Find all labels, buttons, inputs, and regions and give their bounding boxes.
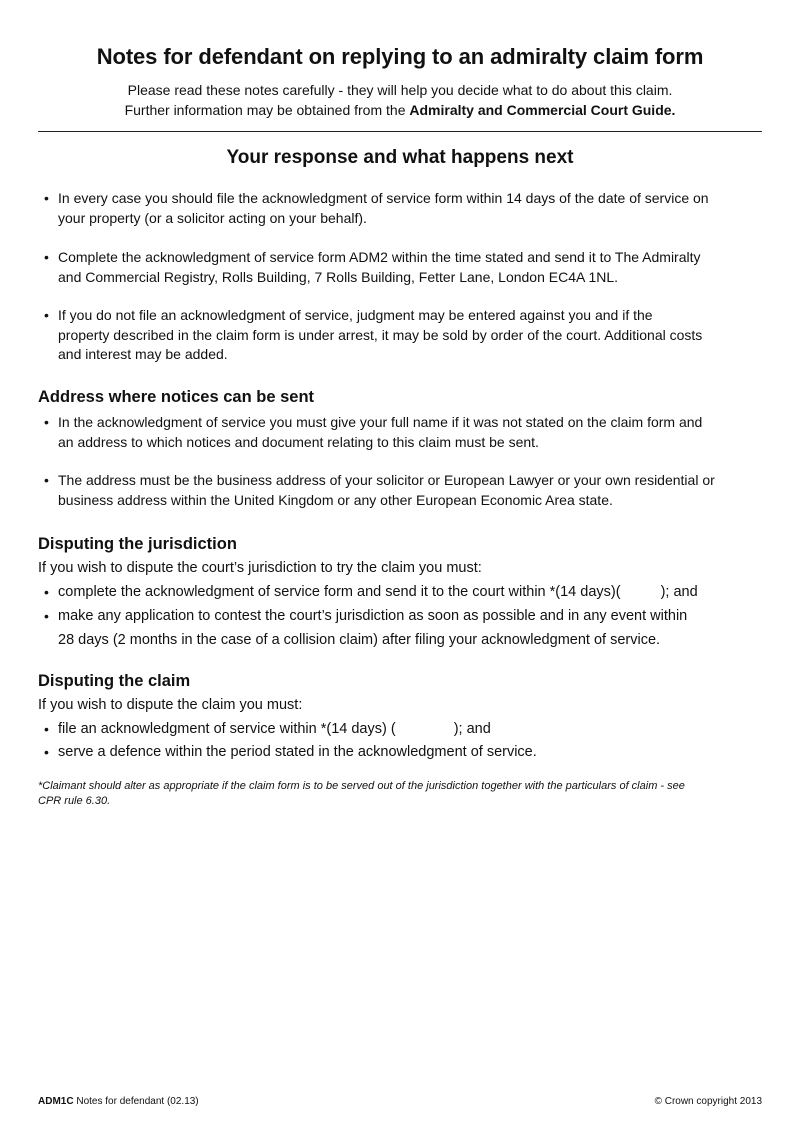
- bullet-line: make any application to contest the court’s jurisdiction as soon as possible and in any event within: [58, 608, 688, 624]
- bullet-line: property described in the claim form is under arrest, it may be sold by order of the court. Additional costs: [58, 326, 703, 343]
- footnote-line: *Claimant should alter as appropriate if the claim form is to be served out of the jurisdiction together with the particulars of claim - see: [38, 780, 685, 792]
- bullet-line: an address to which notices and document relating to this claim must be sent.: [58, 433, 539, 450]
- bullet-line: and Commercial Registry, Rolls Building, 7 Rolls Building, Fetter Lane, London EC4A 1NL.: [58, 268, 619, 285]
- bullet-line: serve a defence within the period stated in the acknowledgment of service.: [58, 744, 537, 760]
- bullet-dot: •: [44, 249, 49, 265]
- form-description: Notes for defendant (02.13): [73, 1096, 199, 1107]
- bullet-line: business address within the United Kingdom or any other European Economic Area state.: [58, 491, 613, 508]
- bullet-dot: •: [44, 721, 49, 737]
- subtitle-line-1: Please read these notes carefully - they will help you decide what to do about this claim.: [127, 82, 673, 98]
- form-code: ADM1C: [38, 1096, 74, 1107]
- bullet-line: The address must be the business address of your solicitor or European Lawyer or your own residential or: [58, 472, 715, 488]
- jurisdiction-section-heading: Disputing the jurisdiction: [38, 535, 237, 553]
- response-bullet-2: [44, 248, 770, 287]
- subtitle-prefix: Further information may be obtained from the: [124, 102, 410, 118]
- claim-section-heading: Disputing the claim: [38, 672, 191, 690]
- subtitle-line-2: [0, 100, 800, 120]
- bullet-dot: •: [44, 608, 49, 624]
- bullet-line: Complete the acknowledgment of service form ADM2 within the time stated and send it to The Admiralty: [58, 249, 701, 265]
- form-reference: [38, 1096, 199, 1107]
- page-title: Notes for defendant on replying to an admiralty claim form: [96, 44, 704, 69]
- bullet-line: In the acknowledgment of service you must give your full name if it was not stated on the claim form and: [58, 414, 703, 430]
- bullet-dot: •: [44, 472, 49, 488]
- address-bullet-1: [44, 413, 770, 452]
- bullet-dot: •: [44, 190, 49, 206]
- claim-bullet-1-text: file an acknowledgment of service within *(14 days) (: [58, 721, 396, 737]
- bullet-line: and interest may be added.: [58, 346, 228, 362]
- jurisdiction-bullet-1-end: ); and: [660, 584, 698, 600]
- guide-reference: Admiralty and Commercial Court Guide.: [409, 102, 676, 118]
- bullet-dot: •: [44, 744, 49, 760]
- bullet-line: your property (or a solicitor acting on your behalf).: [58, 209, 367, 226]
- claim-bullet-1-end: ); and: [453, 721, 491, 737]
- bullet-dot: •: [44, 414, 49, 430]
- jurisdiction-bullet-2: [44, 604, 770, 652]
- bullet-line: If you do not file an acknowledgment of service, judgment may be entered against you and if the: [58, 307, 653, 323]
- copyright-notice: © Crown copyright 2013: [654, 1096, 762, 1107]
- jurisdiction-bullet-1: [44, 580, 784, 604]
- bullet-dot: •: [44, 307, 49, 323]
- jurisdiction-bullet-1-text: complete the acknowledgment of service form and send it to the court within *(14 days)(: [58, 584, 621, 600]
- footnote: [38, 779, 768, 809]
- bullet-line: In every case you should file the acknowledgment of service form within 14 days of the date of service on: [58, 190, 709, 206]
- address-bullet-2: [44, 471, 770, 510]
- claim-bullet-1: [44, 717, 770, 741]
- claim-bullet-2: [44, 740, 770, 764]
- response-bullet-3: [44, 306, 770, 365]
- bullet-dot: •: [44, 584, 49, 600]
- response-section-heading: Your response and what happens next: [226, 147, 574, 168]
- divider: [38, 131, 762, 132]
- claim-intro: If you wish to dispute the claim you must:: [38, 697, 303, 713]
- jurisdiction-intro: If you wish to dispute the court’s jurisdiction to try the claim you must:: [38, 560, 482, 576]
- bullet-line: 28 days (2 months in the case of a collision claim) after filing your acknowledgment of service.: [58, 632, 661, 648]
- footnote-line: CPR rule 6.30.: [38, 795, 111, 807]
- response-bullet-1: [44, 189, 770, 228]
- address-section-heading: Address where notices can be sent: [38, 388, 315, 406]
